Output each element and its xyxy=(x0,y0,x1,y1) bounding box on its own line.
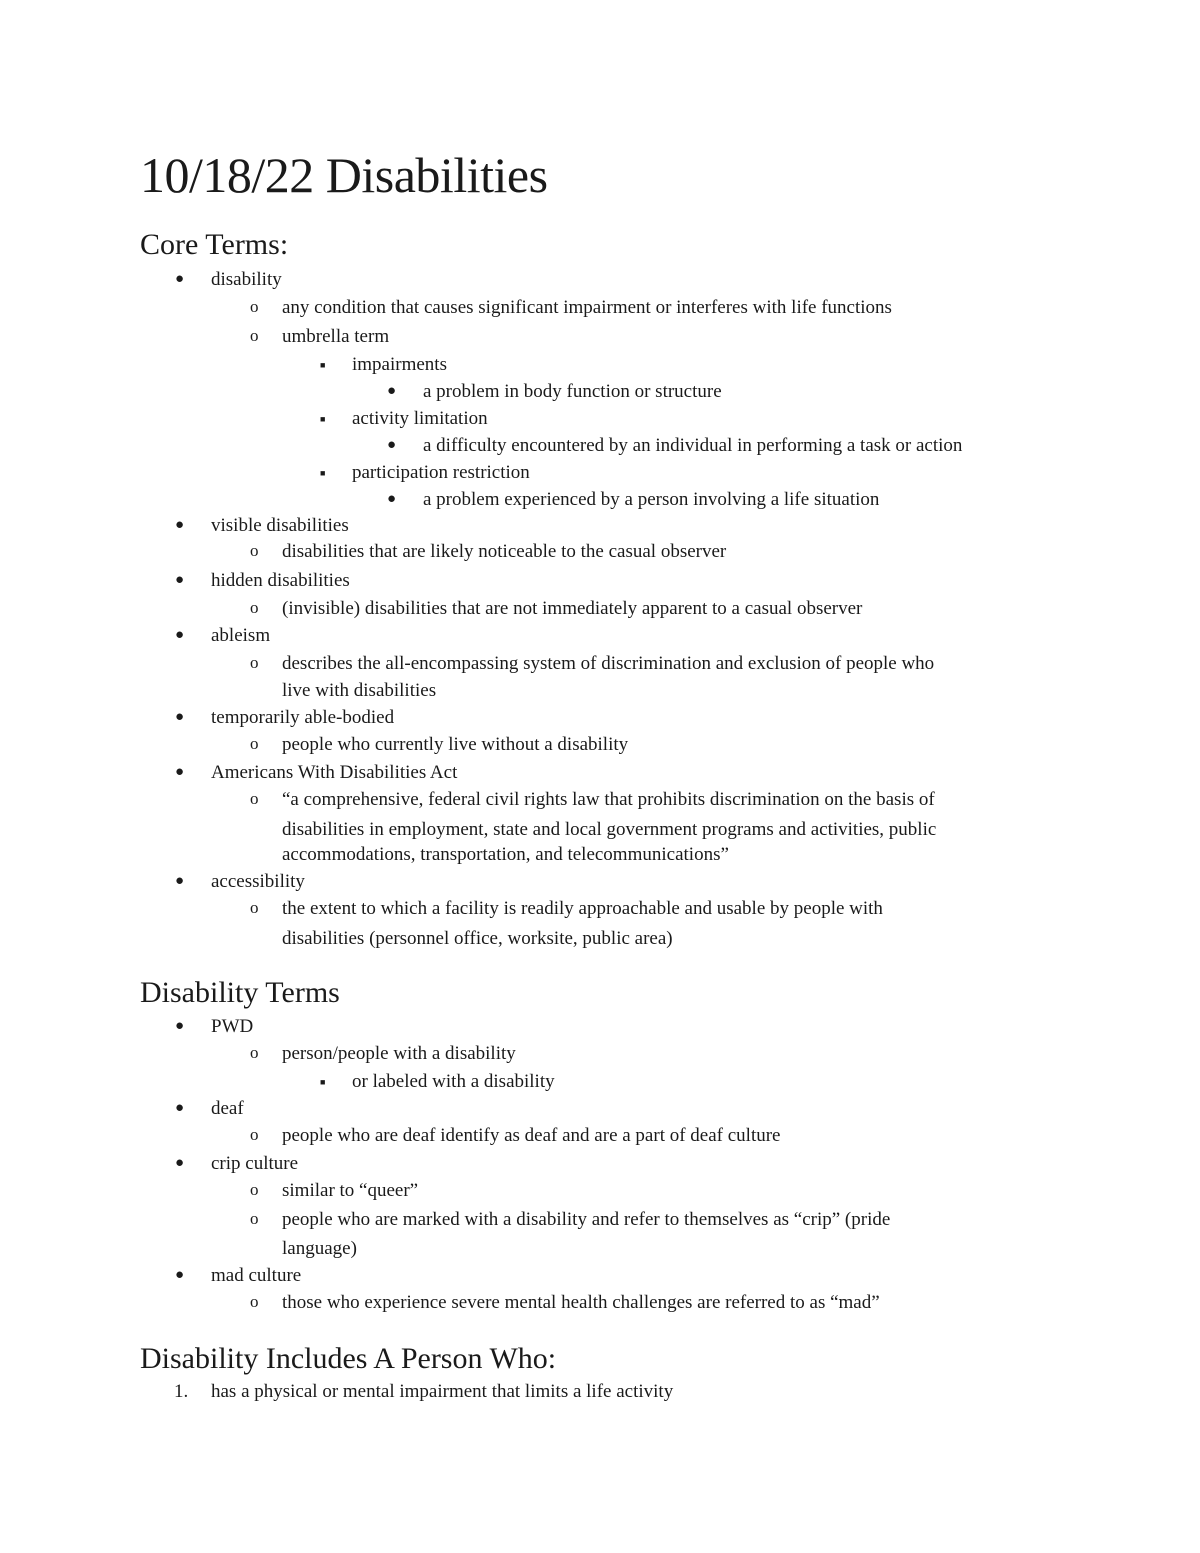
bullet-disc-icon: ● xyxy=(387,437,397,453)
bullet-circle-icon: o xyxy=(250,541,259,560)
bullet-circle-icon: o xyxy=(250,326,259,345)
section-heading-core-terms: Core Terms: xyxy=(140,228,289,261)
definition: people who currently live without a disability xyxy=(282,734,629,755)
bullet-circle-icon: o xyxy=(250,598,259,617)
page-title: 10/18/22 Disabilities xyxy=(140,147,548,203)
term-hidden-disabilities: hidden disabilities xyxy=(211,570,350,591)
bullet-circle-icon: o xyxy=(250,898,259,917)
bullet-circle-icon: o xyxy=(250,1209,259,1228)
definition: person/people with a disability xyxy=(282,1043,516,1064)
bullet-disc-icon: ● xyxy=(175,517,185,533)
term-visible-disabilities: visible disabilities xyxy=(211,515,349,536)
bullet-square-icon: ■ xyxy=(320,1077,326,1087)
bullet-circle-icon: o xyxy=(250,297,259,316)
term-temporarily-able-bodied: temporarily able-bodied xyxy=(211,707,395,728)
term-ableism: ableism xyxy=(211,625,271,646)
definition-continued: accommodations, transportation, and telecommunications” xyxy=(282,844,729,865)
definition: umbrella term xyxy=(282,326,390,347)
bullet-circle-icon: o xyxy=(250,1125,259,1144)
bullet-square-icon: ■ xyxy=(320,360,326,370)
definition-sub: or labeled with a disability xyxy=(352,1071,555,1092)
definition: any condition that causes significant impairment or interferes with life functions xyxy=(282,297,892,318)
term-accessibility: accessibility xyxy=(211,871,305,892)
bullet-circle-icon: o xyxy=(250,789,259,808)
definition: the extent to which a facility is readily approachable and usable by people with xyxy=(282,898,883,919)
definition-continued: disabilities in employment, state and local government programs and activities, public xyxy=(282,819,937,840)
definition: (invisible) disabilities that are not immediately apparent to a casual observer xyxy=(282,598,863,619)
definition: people who are deaf identify as deaf and are a part of deaf culture xyxy=(282,1125,781,1146)
definition: disabilities that are likely noticeable to the casual observer xyxy=(282,541,727,562)
bullet-disc-icon: ● xyxy=(175,873,185,889)
subterm-participation-restriction: participation restriction xyxy=(352,462,530,483)
definition: a problem in body function or structure xyxy=(423,381,722,402)
bullet-disc-icon: ● xyxy=(175,709,185,725)
bullet-disc-icon: ● xyxy=(387,383,397,399)
bullet-disc-icon: ● xyxy=(175,1267,185,1283)
section-heading-disability-includes: Disability Includes A Person Who: xyxy=(140,1342,557,1375)
bullet-disc-icon: ● xyxy=(175,627,185,643)
definition-continued: language) xyxy=(282,1238,357,1259)
bullet-disc-icon: ● xyxy=(175,1100,185,1116)
bullet-square-icon: ■ xyxy=(320,414,326,424)
bullet-circle-icon: o xyxy=(250,734,259,753)
numbered-item: has a physical or mental impairment that limits a life activity xyxy=(211,1381,674,1402)
term-deaf: deaf xyxy=(211,1098,244,1119)
definition-continued: live with disabilities xyxy=(282,680,437,701)
subterm-activity-limitation: activity limitation xyxy=(352,408,488,429)
section-heading-disability-terms: Disability Terms xyxy=(140,976,340,1009)
bullet-disc-icon: ● xyxy=(175,271,185,287)
bullet-circle-icon: o xyxy=(250,1180,259,1199)
bullet-disc-icon: ● xyxy=(175,1155,185,1171)
bullet-circle-icon: o xyxy=(250,653,259,672)
bullet-disc-icon: ● xyxy=(175,764,185,780)
term-crip-culture: crip culture xyxy=(211,1153,299,1174)
definition: those who experience severe mental health challenges are referred to as “mad” xyxy=(282,1292,880,1313)
definition-continued: disabilities (personnel office, worksite, public area) xyxy=(282,928,673,949)
definition: “a comprehensive, federal civil rights law that prohibits discrimination on the basis of xyxy=(282,789,935,810)
subterm-impairments: impairments xyxy=(352,354,447,375)
bullet-circle-icon: o xyxy=(250,1292,259,1311)
bullet-disc-icon: ● xyxy=(175,1018,185,1034)
term-ada: Americans With Disabilities Act xyxy=(211,762,458,783)
definition: a difficulty encountered by an individual in performing a task or action xyxy=(423,435,963,456)
list-number: 1. xyxy=(174,1381,189,1402)
bullet-disc-icon: ● xyxy=(175,572,185,588)
definition: similar to “queer” xyxy=(282,1180,419,1201)
definition: a problem experienced by a person involving a life situation xyxy=(423,489,880,510)
definition: describes the all-encompassing system of discrimination and exclusion of people who xyxy=(282,653,935,674)
term-disability: disability xyxy=(211,269,282,290)
term-pwd: PWD xyxy=(211,1016,254,1037)
bullet-square-icon: ■ xyxy=(320,468,326,478)
term-mad-culture: mad culture xyxy=(211,1265,302,1286)
definition: people who are marked with a disability and refer to themselves as “crip” (pride xyxy=(282,1209,891,1230)
bullet-disc-icon: ● xyxy=(387,491,397,507)
bullet-circle-icon: o xyxy=(250,1043,259,1062)
